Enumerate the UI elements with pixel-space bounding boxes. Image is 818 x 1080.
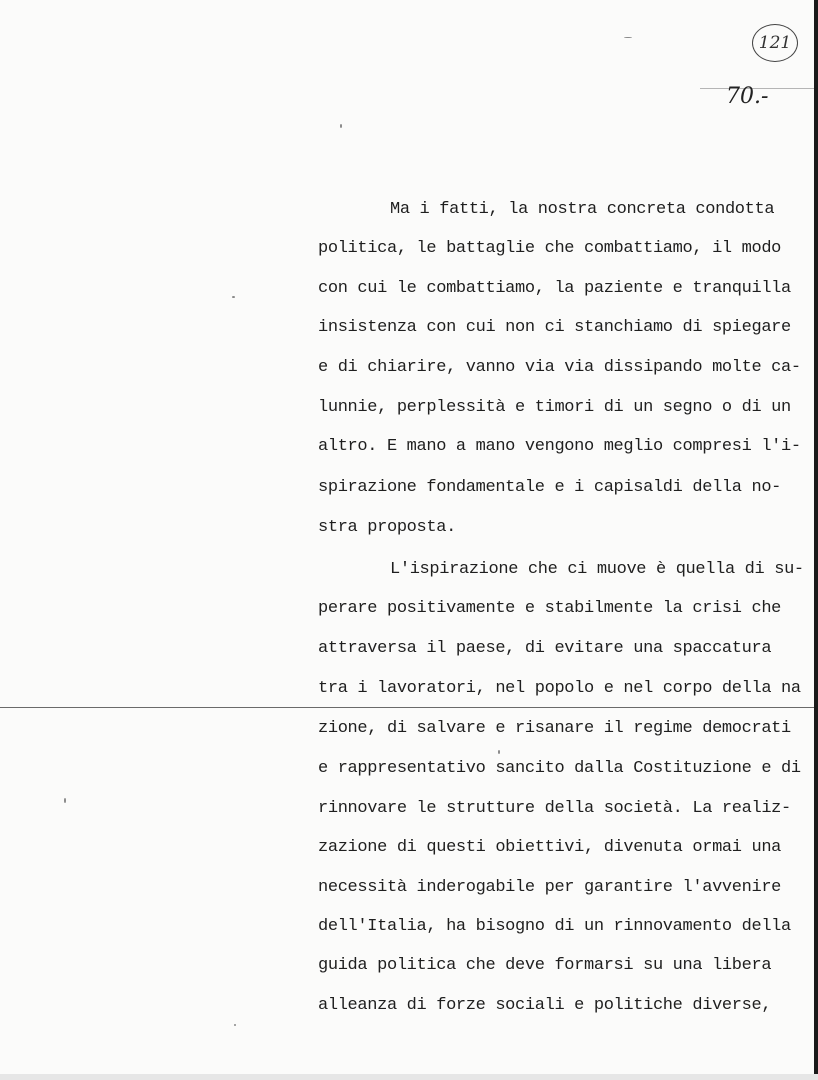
- text-line: L'ispirazione che ci muove è quella di su-: [390, 560, 804, 579]
- text-line: tra i lavoratori, nel popolo e nel corpo della na: [318, 679, 801, 698]
- fold-line: [0, 707, 814, 708]
- text-line: e di chiarire, vanno via via dissipando molte ca-: [318, 358, 801, 377]
- text-line: alleanza di forze sociali e politiche diverse,: [318, 996, 772, 1015]
- ink-speck: [234, 1024, 236, 1026]
- scan-edge-right: [814, 0, 818, 1080]
- text-line: spirazione fondamentale e i capisaldi della no-: [318, 478, 782, 497]
- text-line: politica, le battaglie che combattiamo, il modo: [318, 239, 782, 258]
- ink-speck: [498, 750, 500, 754]
- ink-speck: [64, 798, 66, 803]
- text-line: attraversa il paese, di evitare una spaccatura: [318, 639, 772, 658]
- text-line: Ma i fatti, la nostra concreta condotta: [390, 200, 775, 219]
- archive-number-stamp: 121: [752, 24, 798, 62]
- text-line: guida politica che deve formarsi su una libera: [318, 956, 772, 975]
- ink-speck: [340, 124, 342, 128]
- text-line: stra proposta.: [318, 518, 456, 537]
- ink-speck: [624, 37, 632, 38]
- text-line: e rappresentativo sancito dalla Costituzione e di: [318, 759, 801, 778]
- text-line: necessità inderogabile per garantire l'avvenire: [318, 878, 782, 897]
- text-line: insistenza con cui non ci stanchiamo di spiegare: [318, 318, 791, 337]
- text-line: zazione di questi obiettivi, divenuta ormai una: [318, 838, 782, 857]
- text-line: altro. E mano a mano vengono meglio compresi l'i-: [318, 437, 801, 456]
- ink-speck: [232, 296, 235, 298]
- text-line: zione, di salvare e risanare il regime democrati: [318, 719, 791, 738]
- text-line: rinnovare le strutture della società. La realiz-: [318, 799, 791, 818]
- text-line: dell'Italia, ha bisogno di un rinnovamento della: [318, 917, 791, 936]
- page-number: 70.-: [726, 84, 769, 109]
- text-line: lunnie, perplessità e timori di un segno o di un: [318, 398, 791, 417]
- scan-edge-bottom: [0, 1074, 818, 1080]
- text-line: con cui le combattiamo, la paziente e tranquilla: [318, 279, 791, 298]
- text-line: perare positivamente e stabilmente la crisi che: [318, 599, 782, 618]
